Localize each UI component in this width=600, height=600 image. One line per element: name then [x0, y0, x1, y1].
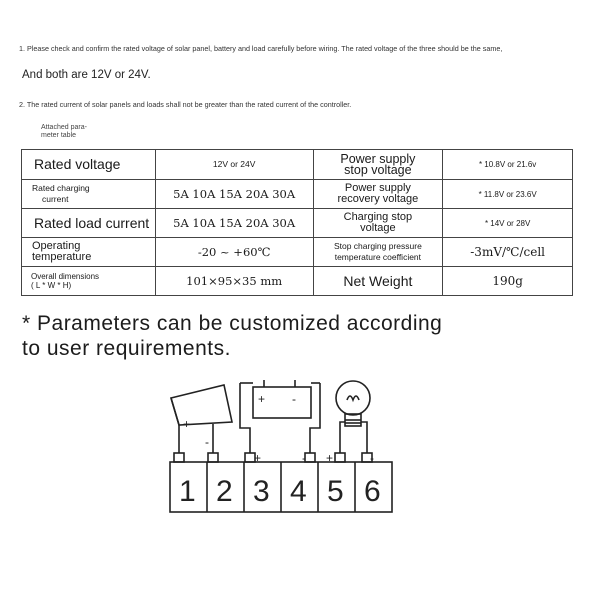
solar-minus-sign: -	[205, 435, 209, 449]
terminal-5-label: 5	[327, 475, 344, 508]
operating-temperature-label	[22, 238, 156, 267]
lamp-minus-sign: -	[370, 451, 374, 465]
battery-minus-terminal-sign: -	[302, 451, 306, 465]
power-supply-recovery-voltage-label	[313, 180, 443, 209]
cell-label-line1: Charging stop	[343, 211, 413, 223]
net-weight-value: 190g	[443, 267, 573, 296]
solar-plus-sign: +	[183, 417, 191, 431]
lamp-plus-sign: +	[326, 451, 334, 465]
terminal-1-label: 1	[179, 475, 196, 508]
charging-stop-voltage-value: * 14V or 28V	[443, 209, 573, 238]
wiring-note-1: 1. Please check and confirm the rated voltage of solar panel, battery and load carefully before wiring. The rated voltage of the three should be the same,	[19, 44, 503, 53]
power-supply-stop-voltage-value: * 10.8V or 21.6v	[443, 150, 573, 180]
cell-label-line2: recovery voltage	[337, 193, 419, 205]
temperature-coefficient-label	[313, 238, 443, 267]
net-weight-label	[313, 267, 443, 296]
charging-stop-voltage-label	[313, 209, 443, 238]
cell-label-line2: voltage	[360, 222, 396, 234]
battery-plus-terminal-sign: +	[254, 451, 262, 465]
cell-label-line1: Power supply	[344, 182, 411, 194]
wiring-note-2: 2. The rated current of solar panels and loads shall not be greater than the rated current of the controller.	[19, 100, 352, 109]
terminal-block	[170, 462, 392, 512]
cell-label-line2: temperature coefficient	[334, 252, 422, 262]
terminal-2-label: 2	[216, 475, 233, 508]
rated-load-current-value: 5A 10A 15A 20A 30A	[155, 209, 313, 238]
customization-note-line2: to user requirements.	[22, 337, 231, 360]
cell-label-line1: Power supply	[340, 151, 416, 166]
rated-voltage-label	[22, 150, 156, 180]
cell-label-line1: Stop charging pressure	[333, 241, 422, 251]
table-row	[22, 150, 573, 180]
cell-label-line1: Rated charging	[32, 183, 90, 193]
attached-table-caption	[41, 124, 87, 140]
lamp-bulb-icon	[336, 381, 370, 453]
terminal-4-label: 4	[290, 475, 307, 508]
table-row	[22, 180, 573, 209]
power-supply-stop-voltage-label	[313, 150, 443, 180]
wiring-diagram	[160, 370, 400, 530]
overall-dimensions-label	[22, 267, 156, 296]
terminal-6-label: 6	[364, 475, 381, 508]
temperature-coefficient-value: -3mV/℃/cell	[443, 238, 573, 267]
battery-plus-sign: +	[258, 392, 266, 406]
power-supply-recovery-voltage-value: * 11.8V or 23.6V	[443, 180, 573, 209]
table-row	[22, 209, 573, 238]
rated-charging-current-label	[22, 180, 156, 209]
battery-minus-sign: -	[292, 392, 296, 406]
parameter-table	[21, 149, 573, 296]
cell-label: Net Weight	[343, 272, 413, 289]
battery-icon	[240, 380, 320, 453]
terminal-3-label: 3	[253, 475, 270, 508]
overall-dimensions-value: 101×95×35 mm	[155, 267, 313, 296]
cell-label-line2: temperature	[32, 251, 92, 263]
customization-note	[22, 311, 582, 361]
attached-caption-line1: Attached para-	[41, 124, 87, 131]
cell-label: Rated voltage	[34, 156, 121, 172]
operating-temperature-value: -20 ~ +60℃	[155, 238, 313, 267]
cell-label-line1: Operating	[32, 240, 81, 252]
cell-label-line2: current	[42, 194, 69, 204]
rated-load-current-label	[22, 209, 156, 238]
attached-caption-line2: meter table	[41, 132, 77, 139]
rated-voltage-value: 12V or 24V	[155, 150, 313, 180]
terminal-connectors	[174, 453, 372, 462]
cell-label: Rated load current	[34, 214, 150, 231]
solar-panel-icon	[171, 385, 232, 425]
rated-charging-current-value: 5A 10A 15A 20A 30A	[155, 180, 313, 209]
table-row	[22, 267, 573, 296]
table-row	[22, 238, 573, 267]
cell-label-line2: ( L * W * H)	[31, 281, 72, 290]
customization-note-line1: * Parameters can be customized according	[22, 312, 443, 335]
wiring-note-voltage: And both are 12V or 24V.	[22, 69, 151, 81]
cell-label-line1: Overall dimensions	[31, 272, 100, 281]
cell-label-line2: stop voltage	[344, 162, 412, 177]
